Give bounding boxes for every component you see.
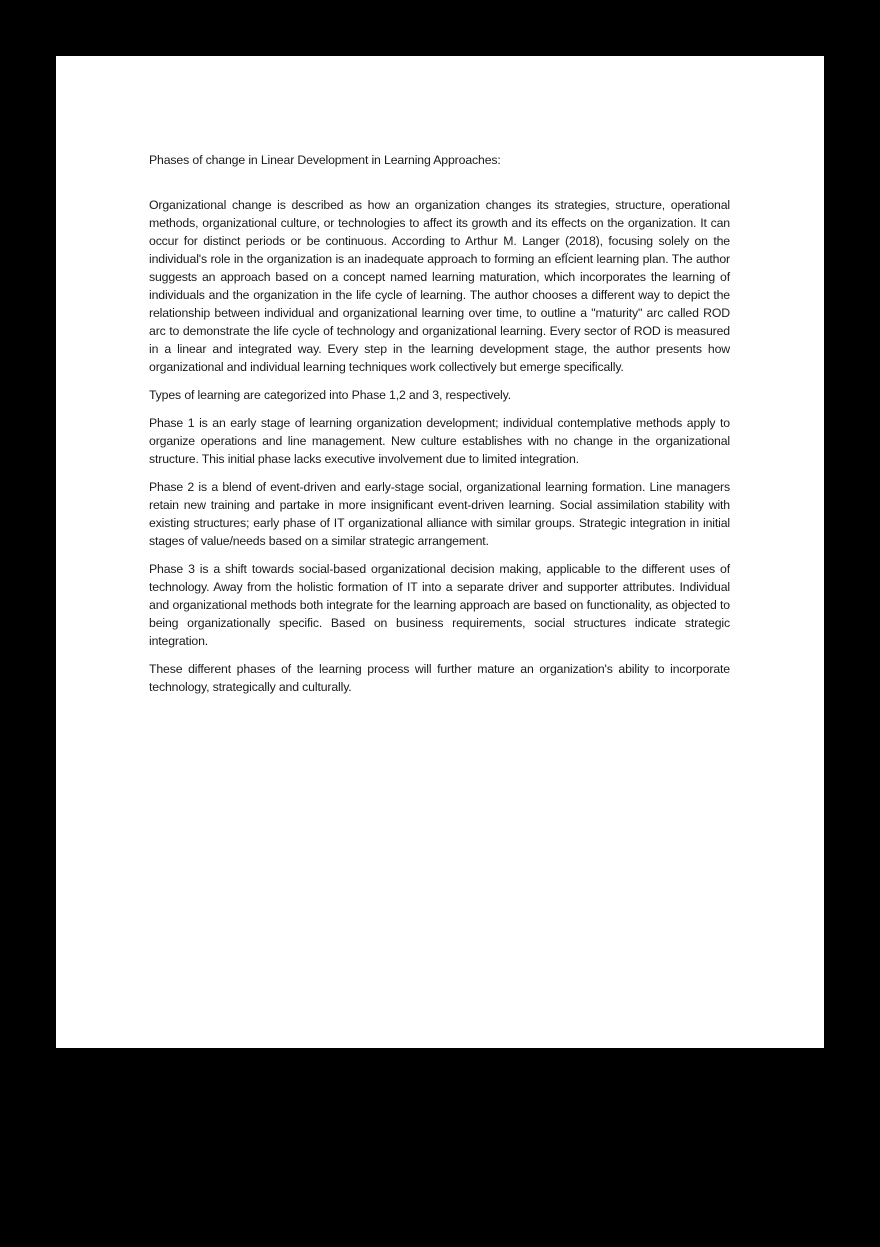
paragraph-organizational-change: Organizational change is described as how an organization changes its strategies, structure, operational methods, organizational culture, or technologies to affect its growth and its effects on the organization. It can occur for distinct periods or be continuous. According to Arthur M. Langer (2018), focusing solely on the individual's role in the organization is an inadequate approach to forming an efÏcient learning plan. The author suggests an approach based on a concept named learning maturation, which incorporates the learning of individuals and the organization in the life cycle of learning. The author chooses a different way to depict the relationship between individual and organizational learning over time, to outline a "maturity" arc called ROD arc to demonstrate the life cycle of technology and organizational learning. Every sector of ROD is measured in a linear and integrated way. Every step in the learning development stage, the author presents how organizational and individual learning techniques work collectively but emerge specifically. — [149, 198, 730, 374]
paragraph-phase-1: Phase 1 is an early stage of learning organization development; individual contemplative methods apply to organize operations and line management. New culture establishes with no change in the organizational structure. This initial phase lacks executive involvement due to limited integration. — [149, 416, 730, 466]
paragraph-phase-3: Phase 3 is a shift towards social-based organizational decision making, applicable to the different uses of technology. Away from the holistic formation of IT into a separate driver and supporter attributes. Individual and organizational methods both integrate for the learning approach are based on functionality, as objected to being organizationally specific. Based on business requirements, social structures indicate strategic integration. — [149, 562, 730, 648]
paragraph-phase-2: Phase 2 is a blend of event-driven and early-stage social, organizational learning formation. Line managers retain new training and partake in more insignificant event-driven learning. Social assimilation stability with existing structures; early phase of IT organizational alliance with similar groups. Strategic integration in initial stages of value/needs based on a similar strategic arrangement. — [149, 480, 730, 548]
document-heading: Phases of change in Linear Development in Learning Approaches: — [149, 153, 501, 167]
paragraph-conclusion: These different phases of the learning process will further mature an organization's ability to incorporate technology, strategically and culturally. — [149, 662, 730, 694]
paragraph-types-of-learning: Types of learning are categorized into Phase 1,2 and 3, respectively. — [149, 388, 511, 402]
document-page — [56, 56, 824, 1048]
page-content — [149, 151, 730, 706]
